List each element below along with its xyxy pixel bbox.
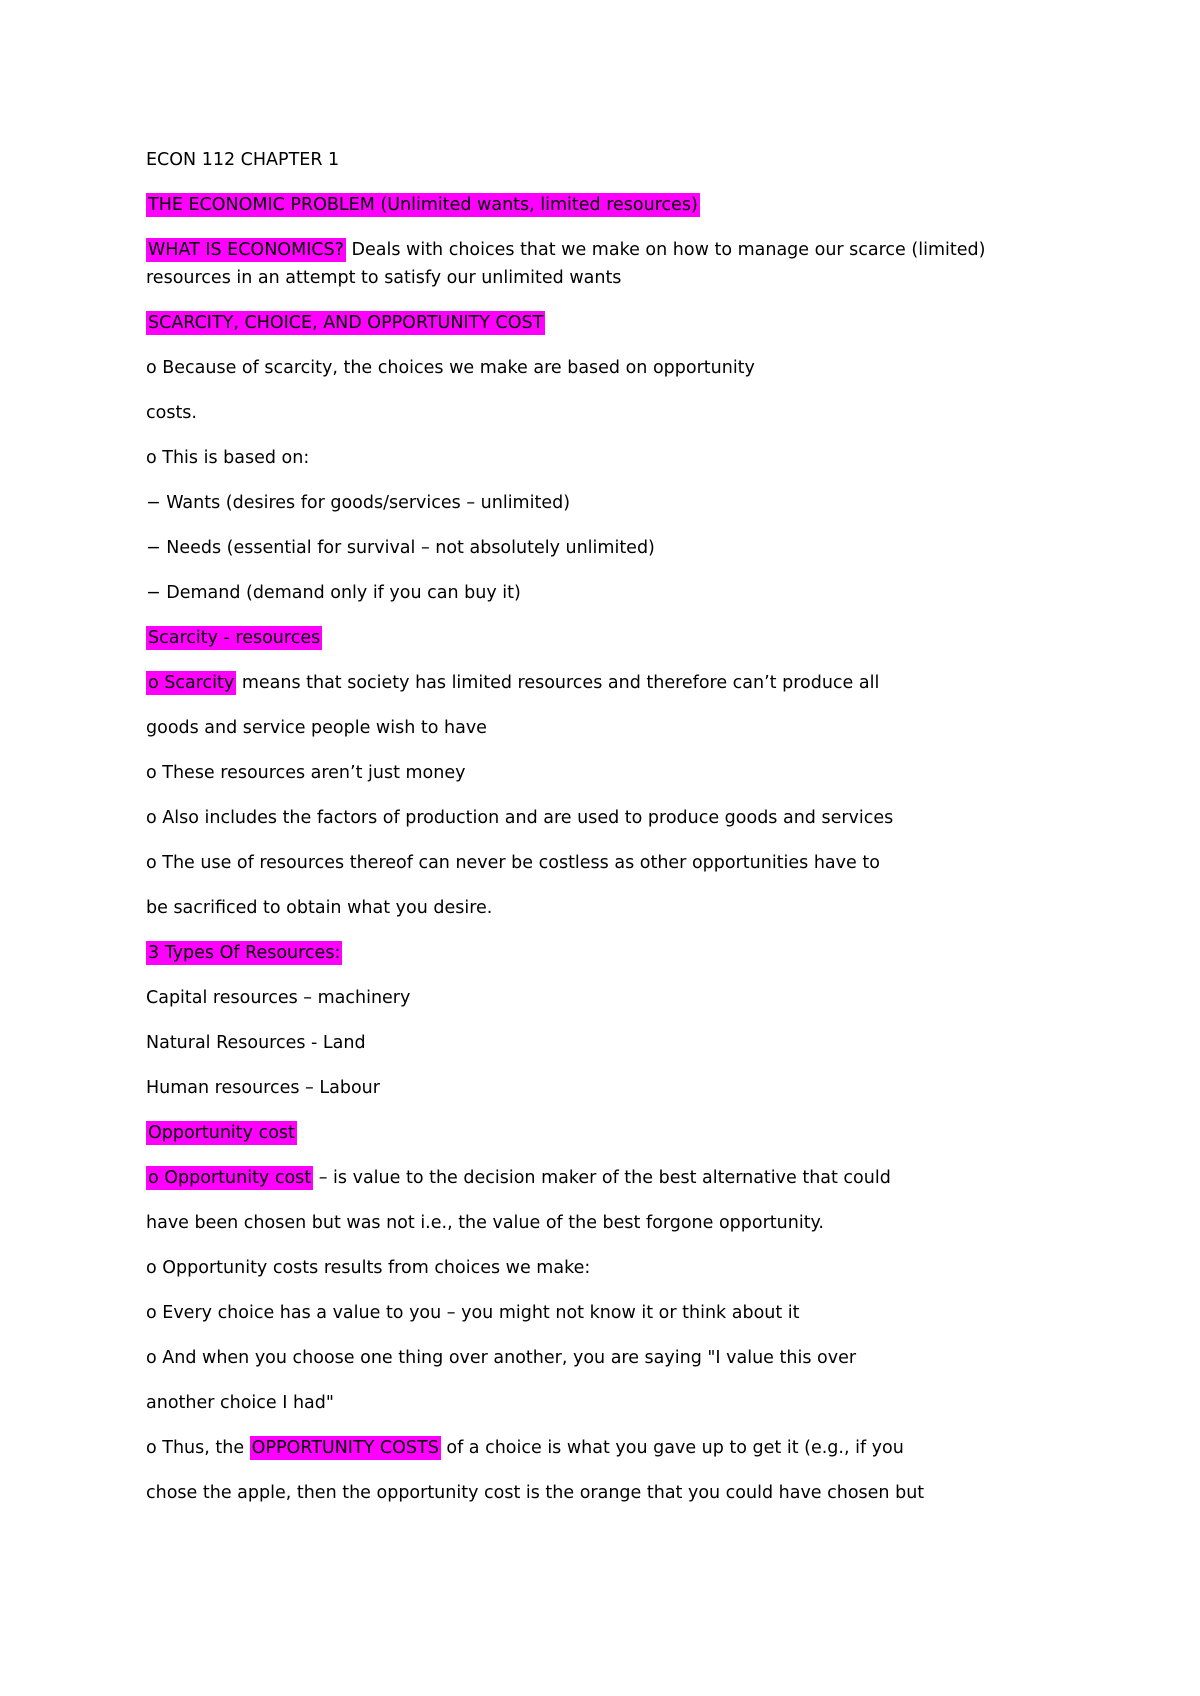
highlighted-text: OPPORTUNITY COSTS <box>251 1438 439 1458</box>
highlighted-text: Scarcity - resources <box>148 628 321 648</box>
heading-economic-problem <box>146 191 1046 219</box>
highlighted-text: 3 Types Of Resources: <box>148 943 341 963</box>
highlighted-text: o Opportunity cost <box>148 1168 312 1188</box>
heading-scarcity-choice <box>146 309 1046 337</box>
text-line: chose the apple, then the opportunity cost is the orange that you could have chosen but <box>146 1483 925 1503</box>
text-line: o And when you choose one thing over another, you are saying "I value this over <box>146 1348 857 1368</box>
paragraph-text: Deals with choices that we make on how to manage our scarce (limited) resources in an attempt to satisfy our unlimited wants <box>146 240 986 288</box>
highlighted-text: SCARCITY, CHOICE, AND OPPORTUNITY COST <box>148 313 544 333</box>
highlighted-text: Opportunity cost <box>148 1123 295 1143</box>
highlighted-text: o Scarcity <box>148 673 235 693</box>
document-body <box>146 146 1046 1524</box>
text-line: o Thus, the OPPORTUNITY COSTS of a choice is what you gave up to get it (e.g., if you <box>146 1438 904 1458</box>
text-line: o The use of resources thereof can never be costless as other opportunities have to <box>146 853 880 873</box>
text-line: o Scarcity means that society has limited resources and therefore can’t produce all <box>148 673 880 693</box>
text-line: Human resources – Labour <box>146 1078 380 1098</box>
highlighted-text: THE ECONOMIC PROBLEM (Unlimited wants, limited resources) <box>148 195 698 215</box>
highlighted-text: WHAT IS ECONOMICS? <box>148 240 344 260</box>
text-line: o These resources aren’t just money <box>146 763 466 783</box>
text-line: o Every choice has a value to you – you might not know it or think about it <box>146 1303 800 1323</box>
document-title: ECON 112 CHAPTER 1 <box>146 150 340 170</box>
text-line: − Wants (desires for goods/services – unlimited) <box>146 493 571 513</box>
text-line: have been chosen but was not i.e., the value of the best forgone opportunity. <box>146 1213 824 1233</box>
text-line: another choice I had" <box>146 1393 334 1413</box>
text-line: o Opportunity costs results from choices we make: <box>146 1258 591 1278</box>
heading-scarcity-resources <box>146 624 1046 652</box>
heading-types-of-resources <box>146 939 1046 967</box>
text-line: Capital resources – machinery <box>146 988 411 1008</box>
text-line: goods and service people wish to have <box>146 718 487 738</box>
text-line: o This is based on: <box>146 448 310 468</box>
heading-opportunity-cost <box>146 1119 1046 1147</box>
text-line: be sacrificed to obtain what you desire. <box>146 898 493 918</box>
text-line: o Also includes the factors of production and are used to produce goods and services <box>146 808 894 828</box>
text-line: costs. <box>146 403 197 423</box>
text-line: − Needs (essential for survival – not absolutely unlimited) <box>146 538 655 558</box>
text-line: o Because of scarcity, the choices we make are based on opportunity <box>146 358 755 378</box>
text-line: Natural Resources - Land <box>146 1033 366 1053</box>
text-line: o Opportunity cost – is value to the decision maker of the best alternative that could <box>148 1168 891 1188</box>
paragraph-what-is-economics <box>146 236 1046 292</box>
text-line: − Demand (demand only if you can buy it) <box>146 583 521 603</box>
